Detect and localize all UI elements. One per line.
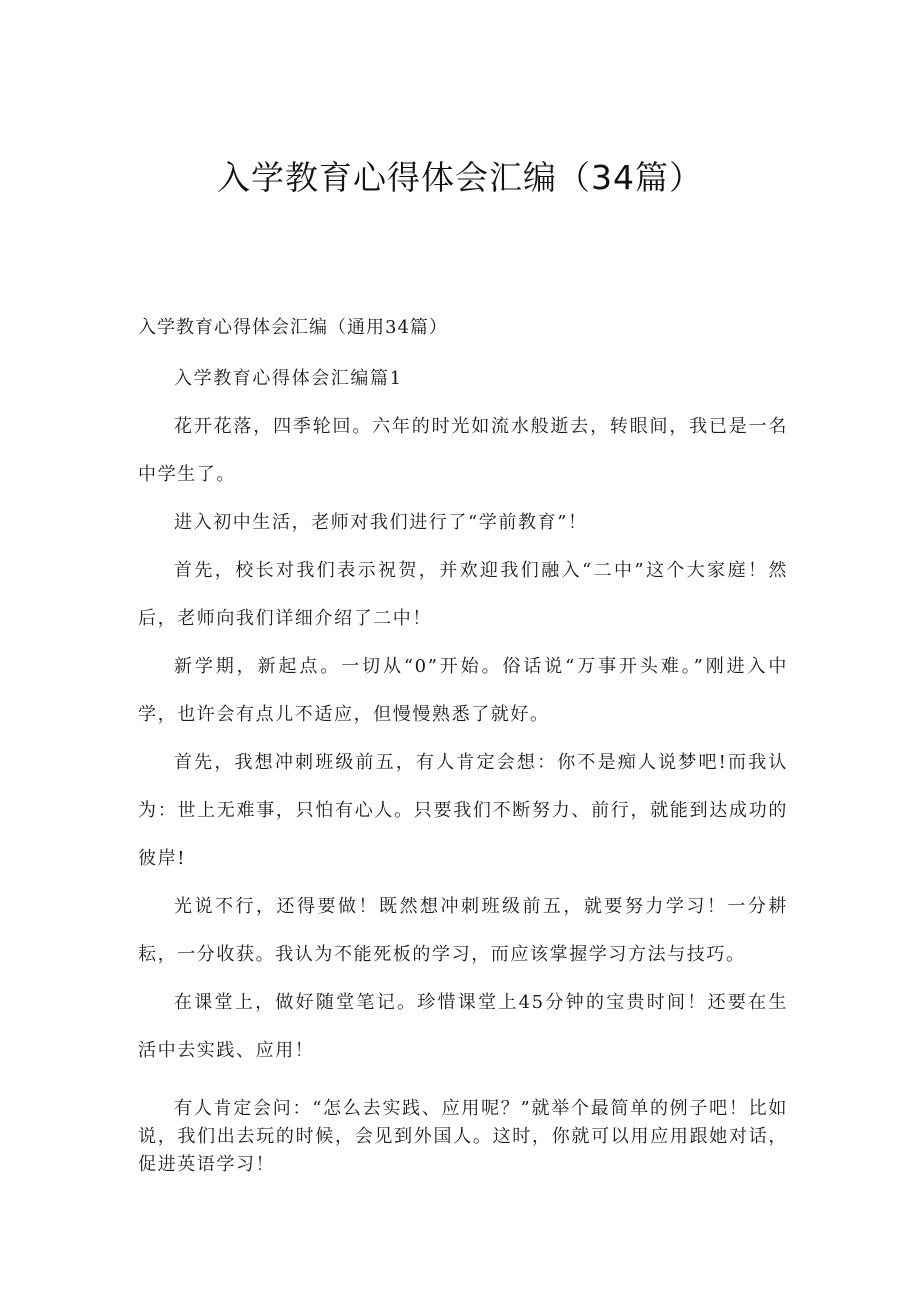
paragraph: 首先，校长对我们表示祝贺，并欢迎我们融入“二中”这个大家庭！然后，老师向我们详细介绍了二中！ [138, 560, 788, 629]
paragraph: 新学期，新起点。一切从“0”开始。俗话说“万事开头难。”刚进入中学，也许会有点儿不适应，但慢慢熟悉了就好。 [138, 656, 788, 725]
document-body [138, 355, 788, 1179]
document-subtitle: 入学教育心得体会汇编（通用34篇） [138, 317, 448, 338]
document-title: 入学教育心得体会汇编（34篇） [217, 158, 703, 197]
paragraph: 花开花落，四季轮回。六年的时光如流水般逝去，转眼间，我已是一名中学生了。 [138, 416, 788, 485]
paragraph: 进入初中生活，老师对我们进行了“学前教育”！ [174, 512, 588, 533]
paragraph: 光说不行，还得要做！既然想冲刺班级前五，就要努力学习！一分耕耘，一分收获。我认为不能死板的学习，而应该掌握学习方法与技巧。 [138, 896, 788, 965]
section-heading: 入学教育心得体会汇编篇1 [174, 368, 403, 389]
paragraph: 有人肯定会问：“怎么去实践、应用呢？”就举个最简单的例子吧！比如说，我们出去玩的时候，会见到外国人。这时，你就可以用应用跟她对话，促进英语学习！ [138, 1098, 788, 1175]
paragraph: 在课堂上，做好随堂笔记。珍惜课堂上45分钟的宝贵时间！还要在生活中去实践、应用！ [138, 992, 788, 1061]
paragraph: 首先，我想冲刺班级前五，有人肯定会想：你不是痴人说梦吧!而我认为：世上无难事，只怕有心人。只要我们不断努力、前行，就能到达成功的彼岸! [138, 752, 788, 869]
